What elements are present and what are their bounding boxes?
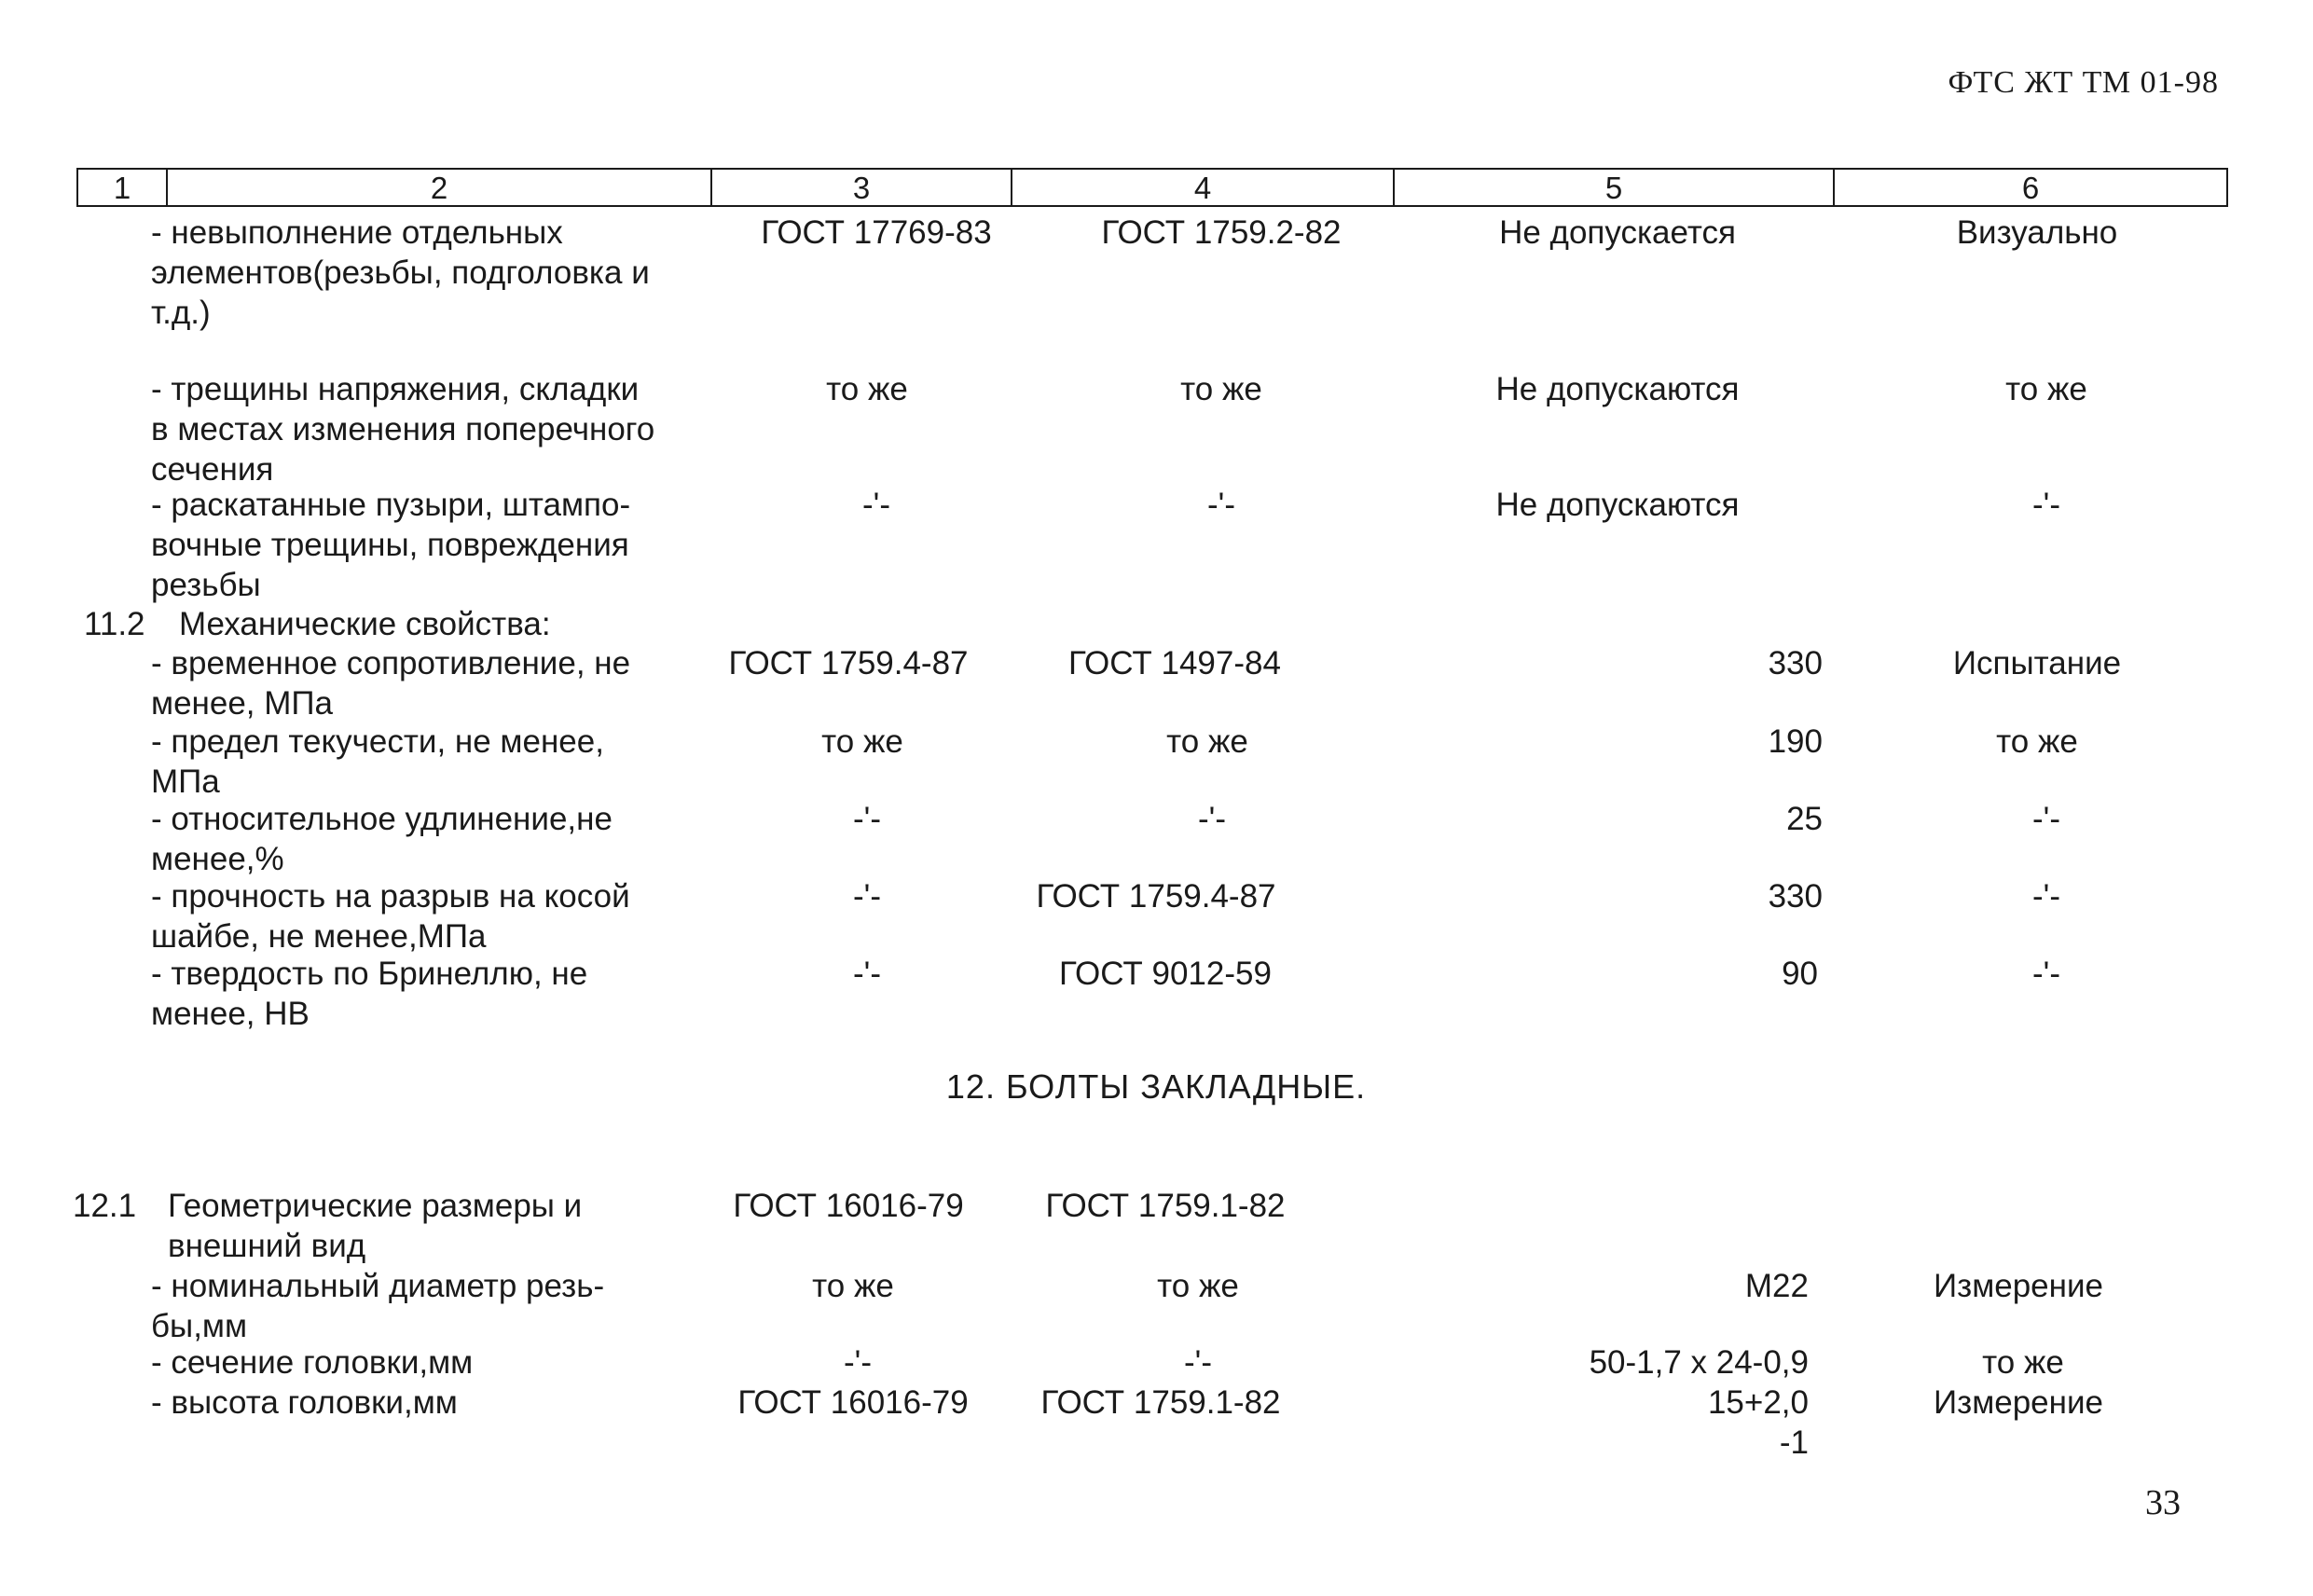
row-method-standard: ГОСТ 9012-59 <box>1059 956 1272 992</box>
row-control: то же <box>1982 1344 2064 1381</box>
row-method-standard: ГОСТ 1759.4-87 <box>1036 878 1276 915</box>
row-control: -'- <box>2032 487 2060 523</box>
row-description: - раскатанные пузыри, штампо- вочные трещины, повреждения резьбы <box>151 487 631 603</box>
row-control: -'- <box>2032 801 2060 837</box>
row-norm: 25 <box>1786 801 1823 837</box>
row-standard: ГОСТ 16016-79 <box>737 1384 969 1421</box>
row-control: Измерение <box>1933 1384 2103 1421</box>
row-norm: 50-1,7 х 24-0,9 <box>1589 1344 1809 1381</box>
row-control: Испытание <box>1952 645 2122 681</box>
row-standard: -'- <box>844 1344 872 1381</box>
row-method-standard: ГОСТ 1759.1-82 <box>1045 1188 1286 1224</box>
row-method-standard: ГОСТ 1759.1-82 <box>1040 1384 1281 1421</box>
row-control: Измерение <box>1933 1268 2103 1304</box>
row-standard: то же <box>821 723 903 760</box>
header-col-2: 2 <box>168 170 712 205</box>
row-description: - предел текучести, не менее, МПа <box>151 723 604 800</box>
row-control: то же <box>2005 371 2087 407</box>
row-method-standard: -'- <box>1207 487 1235 523</box>
row-method-standard: -'- <box>1198 801 1226 837</box>
row-standard: то же <box>826 371 908 407</box>
row-norm: Не допускаются <box>1495 487 1740 523</box>
row-description: - твердость по Бринеллю, не менее, НВ <box>151 956 588 1032</box>
row-standard: -'- <box>853 956 881 992</box>
row-description: - сечение головки,мм <box>151 1344 474 1381</box>
row-norm: 330 <box>1768 878 1823 915</box>
row-norm: Не допускаются <box>1495 371 1740 407</box>
row-norm: 90 <box>1782 956 1818 992</box>
section-heading: Механические свойства: <box>179 606 551 642</box>
header-col-6: 6 <box>2021 171 2040 205</box>
row-control: -'- <box>2032 878 2060 915</box>
row-control: -'- <box>2032 956 2060 992</box>
row-method-standard: -'- <box>1184 1344 1212 1381</box>
row-method-standard: то же <box>1157 1268 1239 1304</box>
row-standard: ГОСТ 16016-79 <box>733 1188 964 1224</box>
row-control: Визуально <box>1956 214 2118 251</box>
row-method-standard: то же <box>1180 371 1262 407</box>
row-standard: ГОСТ 17769-83 <box>761 214 992 251</box>
section-number: 12.1 <box>73 1188 137 1224</box>
header-col-5: 5 <box>1395 170 1835 205</box>
table-header-row <box>76 168 2228 207</box>
header-col-4: 4 <box>1012 170 1395 205</box>
row-description: - трещины напряжения, складки в местах изменения поперечного сечения <box>151 371 655 488</box>
header-col-3: 3 <box>712 170 1012 205</box>
row-description: - временное сопротивление, не менее, МПа <box>151 645 631 722</box>
row-standard: ГОСТ 1759.4-87 <box>728 645 969 681</box>
row-norm: 15+2,0 -1 <box>1707 1384 1809 1461</box>
section-number: 11.2 <box>84 606 145 642</box>
row-method-standard: то же <box>1166 723 1248 760</box>
row-standard: то же <box>812 1268 894 1304</box>
section-title: 12. БОЛТЫ ЗАКЛАДНЫЕ. <box>945 1067 1367 1106</box>
row-method-standard: ГОСТ 1759.2-82 <box>1101 214 1342 251</box>
row-standard: -'- <box>853 878 881 915</box>
row-method-standard: ГОСТ 1497-84 <box>1068 645 1281 681</box>
row-norm: М22 <box>1744 1268 1809 1304</box>
document-code: ФТС ЖТ ТМ 01-98 <box>1948 65 2219 100</box>
row-description: - номинальный диаметр резь- бы,мм <box>151 1268 605 1344</box>
row-description: Геометрические размеры и внешний вид <box>168 1188 583 1264</box>
row-norm: 330 <box>1768 645 1823 681</box>
page-number: 33 <box>2145 1483 2181 1522</box>
header-col-1: 1 <box>78 170 168 205</box>
row-description: - прочность на разрыв на косой шайбе, не менее,МПа <box>151 878 630 955</box>
row-description: - невыполнение отдельных элементов(резьбы, подголовка и т.д.) <box>151 214 650 331</box>
row-standard: -'- <box>862 487 890 523</box>
row-standard: -'- <box>853 801 881 837</box>
row-description: - высота головки,мм <box>151 1384 458 1421</box>
row-norm: Не допускается <box>1499 214 1736 251</box>
row-control: то же <box>1996 723 2078 760</box>
row-description: - относительное удлинение,не менее,% <box>151 801 613 877</box>
row-norm: 190 <box>1768 723 1823 760</box>
